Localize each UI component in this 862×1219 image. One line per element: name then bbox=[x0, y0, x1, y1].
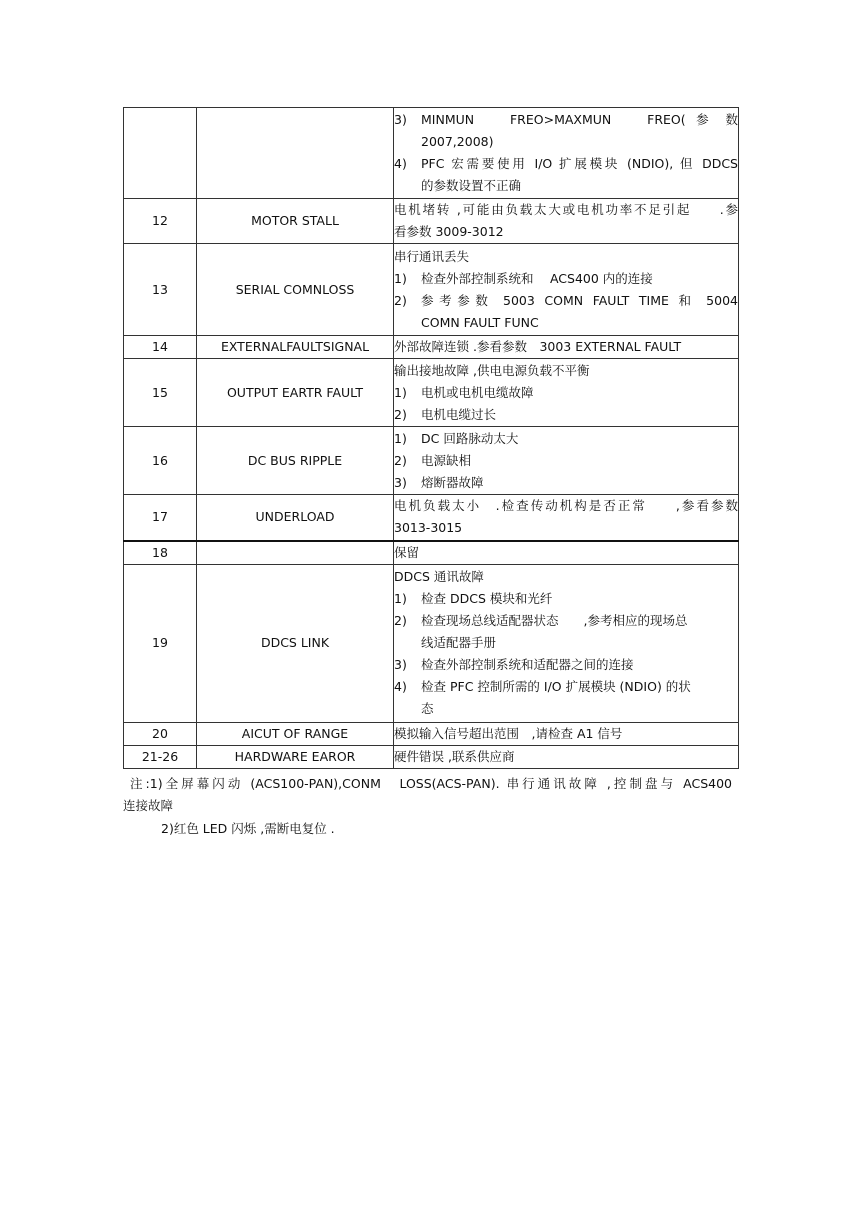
list-item-text: 电机电缆过长 bbox=[421, 406, 497, 422]
footnote-1 bbox=[130, 773, 732, 795]
description-line: 电机负载太小 .检查传动机构是否正常 ,参看参数 bbox=[394, 498, 738, 514]
fault-description-cell bbox=[394, 564, 739, 722]
fault-name-cell: EXTERNALFAULTSIGNAL bbox=[197, 336, 394, 359]
list-item-text: DC 回路脉动太大 bbox=[421, 430, 519, 446]
list-item bbox=[394, 428, 738, 450]
list-item-text: COMN FAULT FUNC bbox=[421, 314, 539, 330]
table-row bbox=[124, 745, 739, 768]
list-item-text: 2007,2008) bbox=[421, 134, 494, 149]
list-item-continuation bbox=[394, 175, 738, 197]
list-item-text: 检查外部控制系统和 ACS400 内的连接 bbox=[421, 270, 653, 286]
list-item-number: 2) bbox=[394, 406, 407, 422]
fault-name-cell: UNDERLOAD bbox=[197, 495, 394, 541]
table-row bbox=[124, 722, 739, 745]
list-item-number: 2) bbox=[394, 613, 407, 628]
list-item bbox=[394, 290, 738, 312]
list-item-text: 电源缺相 bbox=[421, 452, 472, 468]
footnote-1-line: 注:1)全屏幕闪动 (ACS100-PAN),CONM LOSS(ACS-PAN). 串行通讯故障 ,控制盘与 ACS400 bbox=[130, 776, 732, 791]
list-item-number: 2) bbox=[394, 452, 407, 468]
list-item bbox=[394, 588, 738, 610]
list-item bbox=[394, 404, 738, 426]
description-line: 外部故障连锁 .参看参数 3003 EXTERNAL FAULT bbox=[394, 339, 682, 354]
list-item-number: 2) bbox=[394, 292, 407, 308]
list-item-number: 3) bbox=[394, 657, 407, 672]
table-row bbox=[124, 359, 739, 427]
list-item-continuation bbox=[394, 632, 738, 654]
list-item-number: 4) bbox=[394, 156, 407, 171]
fault-description-cell bbox=[394, 541, 739, 565]
description-line: 保留 bbox=[394, 544, 420, 560]
table-row bbox=[124, 495, 739, 541]
fault-name-cell: SERIAL COMNLOSS bbox=[197, 244, 394, 336]
fault-code-cell bbox=[124, 108, 197, 199]
fault-description-cell bbox=[394, 244, 739, 336]
list-item bbox=[394, 109, 738, 131]
list-item bbox=[394, 654, 738, 676]
footnote-2: 2)红色 LED 闪烁 ,需断电复位 . bbox=[161, 821, 335, 836]
fault-code-cell: 12 bbox=[124, 199, 197, 244]
table-row bbox=[124, 108, 739, 199]
description-line: 串行通讯丢失 bbox=[394, 248, 470, 264]
fault-name-cell bbox=[197, 541, 394, 565]
fault-name-cell bbox=[197, 108, 394, 199]
list-item bbox=[394, 450, 738, 472]
fault-code-cell: 21-26 bbox=[124, 745, 197, 768]
list-item-continuation bbox=[394, 131, 738, 153]
fault-name-cell: MOTOR STALL bbox=[197, 199, 394, 244]
list-item-text: 熔断器故障 bbox=[421, 474, 484, 490]
fault-name-cell: DC BUS RIPPLE bbox=[197, 427, 394, 495]
list-item-text: MINMUN FREO>MAXMUN FREO( 参 数 bbox=[421, 112, 738, 127]
fault-code-table bbox=[123, 107, 739, 769]
list-item-number: 4) bbox=[394, 679, 407, 694]
description-line: 电机堵转 ,可能由负载太大或电机功率不足引起 .参 bbox=[394, 202, 738, 217]
fault-code-cell: 18 bbox=[124, 541, 197, 565]
list-item bbox=[394, 268, 738, 290]
fault-name-cell: DDCS LINK bbox=[197, 564, 394, 722]
list-item-text: 检查现场总线适配器状态 ,参考相应的现场总 bbox=[421, 613, 688, 628]
list-item-text: 电机或电机电缆故障 bbox=[421, 384, 534, 400]
table-row bbox=[124, 564, 739, 722]
list-item-number: 1) bbox=[394, 430, 407, 446]
fault-description-cell bbox=[394, 722, 739, 745]
fault-description-cell bbox=[394, 108, 739, 199]
list-item-continuation bbox=[394, 698, 738, 720]
list-item bbox=[394, 472, 738, 494]
table-row bbox=[124, 244, 739, 336]
list-item-number: 1) bbox=[394, 384, 407, 400]
fault-name-cell: AICUT OF RANGE bbox=[197, 722, 394, 745]
list-item bbox=[394, 153, 738, 175]
footnote-1-continuation: 连接故障 bbox=[123, 798, 174, 813]
list-item-text: 检查 PFC 控制所需的 I/O 扩展模块 (NDIO) 的状 bbox=[421, 679, 691, 694]
fault-code-cell: 13 bbox=[124, 244, 197, 336]
list-item-number: 1) bbox=[394, 270, 407, 286]
description-line: 输出接地故障 ,供电电源负载不平衡 bbox=[394, 362, 590, 378]
fault-description-cell bbox=[394, 199, 739, 244]
description-line: DDCS 通讯故障 bbox=[394, 569, 484, 584]
list-item-number: 1) bbox=[394, 591, 407, 606]
fault-code-cell: 14 bbox=[124, 336, 197, 359]
description-line: 看参数 3009-3012 bbox=[394, 224, 504, 239]
list-item-text: 检查外部控制系统和适配器之间的连接 bbox=[421, 657, 634, 672]
description-line: 3013-3015 bbox=[394, 520, 463, 536]
list-item-text: 的参数设置不正确 bbox=[421, 178, 522, 193]
fault-description-cell bbox=[394, 336, 739, 359]
list-item-text: PFC 宏需要使用 I/O 扩展模块 (NDIO), 但 DDCS bbox=[421, 156, 738, 171]
fault-name-cell: OUTPUT EARTR FAULT bbox=[197, 359, 394, 427]
fault-description-cell bbox=[394, 495, 739, 541]
list-item-text: 检查 DDCS 模块和光纤 bbox=[421, 591, 553, 606]
list-item-text: 线适配器手册 bbox=[421, 635, 497, 650]
table-row bbox=[124, 336, 739, 359]
fault-description-cell bbox=[394, 745, 739, 768]
list-item-number: 3) bbox=[394, 112, 407, 127]
fault-code-cell: 17 bbox=[124, 495, 197, 541]
description-line: 模拟输入信号超出范围 ,请检查 A1 信号 bbox=[394, 725, 623, 741]
list-item-text: 参考参数 5003 COMN FAULT TIME 和 5004 bbox=[421, 292, 738, 308]
table-row bbox=[124, 427, 739, 495]
list-item-number: 3) bbox=[394, 474, 407, 490]
fault-code-cell: 20 bbox=[124, 722, 197, 745]
list-item bbox=[394, 382, 738, 404]
list-item-text: 态 bbox=[421, 701, 434, 716]
fault-description-cell bbox=[394, 427, 739, 495]
fault-name-cell: HARDWARE EAROR bbox=[197, 745, 394, 768]
fault-code-cell: 19 bbox=[124, 564, 197, 722]
description-line: 硬件错误 ,联系供应商 bbox=[394, 748, 515, 764]
list-item bbox=[394, 610, 738, 632]
table-row bbox=[124, 199, 739, 244]
list-item bbox=[394, 676, 738, 698]
table-row bbox=[124, 541, 739, 565]
list-item-continuation bbox=[394, 312, 738, 334]
fault-description-cell bbox=[394, 359, 739, 427]
fault-code-cell: 16 bbox=[124, 427, 197, 495]
fault-code-cell: 15 bbox=[124, 359, 197, 427]
